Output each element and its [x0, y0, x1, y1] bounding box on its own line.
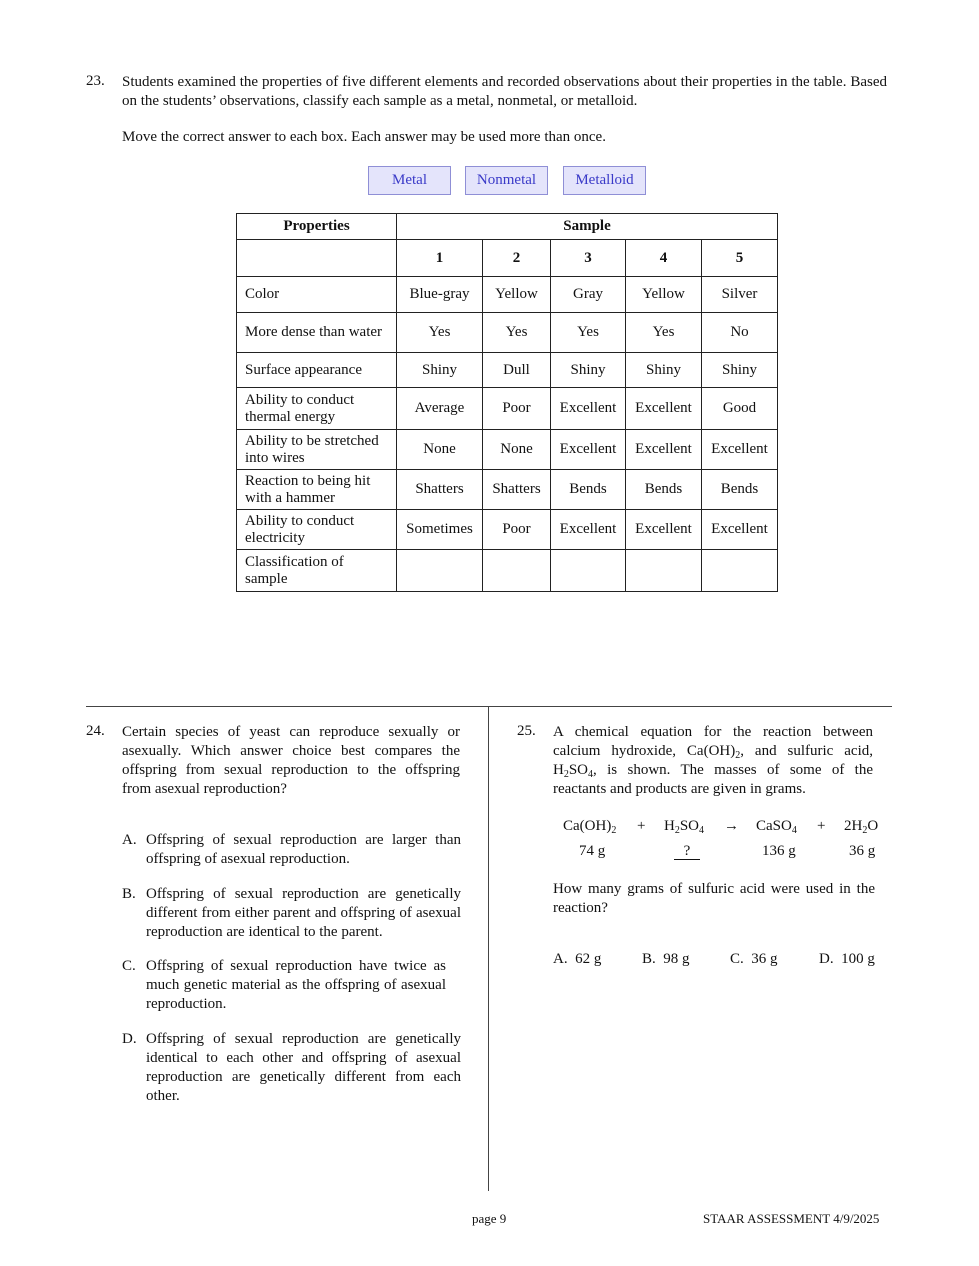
equation-term-caoh2: $Ca(OH)_2$	[563, 818, 617, 836]
classification-drop-box[interactable]	[397, 550, 483, 592]
question-24-number: 24.	[86, 723, 105, 739]
mass-h2o: 36 g	[849, 843, 876, 859]
equation-arrow: →	[724, 818, 739, 834]
classification-drop-box[interactable]	[626, 550, 702, 592]
sample-number: 2	[483, 240, 551, 277]
classification-drop-box[interactable]	[551, 550, 626, 592]
question-23-instruction: Move the correct answer to each box. Each answer may be used more than once.	[122, 129, 606, 145]
table-cell: Excellent	[626, 430, 702, 470]
mass-caso4: 136 g	[762, 843, 796, 859]
property-label: Surface appearance	[237, 353, 397, 388]
question-24-text: Certain species of yeast can reproduce sexually or asexually. Which answer choice best compares the offspring from sexual reproduction to the offspring from asexual reproduction?	[122, 724, 460, 797]
property-label: Classification of sample	[237, 550, 397, 592]
question-25-prompt: How many grams of sulfuric acid were used in the reaction?	[553, 881, 875, 916]
table-cell: Shiny	[551, 353, 626, 388]
property-label: Ability to conduct thermal energy	[237, 388, 397, 430]
option-letter: A.	[122, 832, 137, 848]
question-25-number: 25.	[517, 723, 536, 739]
option-letter: C.	[122, 958, 136, 974]
equation-plus: +	[817, 818, 826, 834]
table-cell: Excellent	[702, 430, 778, 470]
property-label: Reaction to being hit with a hammer	[237, 470, 397, 510]
page-number: page 9	[472, 1211, 507, 1226]
table-cell: Sometimes	[397, 510, 483, 550]
mass-h2so4-unknown: ?	[674, 843, 700, 860]
table-cell: None	[397, 430, 483, 470]
table-cell: Yes	[397, 313, 483, 353]
q25-option-a[interactable]: A. 62 g	[553, 951, 602, 967]
table-cell: Shatters	[483, 470, 551, 510]
table-cell: Shiny	[397, 353, 483, 388]
table-cell: Good	[702, 388, 778, 430]
table-cell: Excellent	[626, 510, 702, 550]
table-row	[237, 510, 778, 550]
classification-drop-box[interactable]	[483, 550, 551, 592]
empty-cell	[237, 240, 397, 277]
table-cell: Blue-gray	[397, 277, 483, 313]
table-cell: Yes	[483, 313, 551, 353]
table-row	[237, 353, 778, 388]
table-cell: Yellow	[483, 277, 551, 313]
sample-number: 4	[626, 240, 702, 277]
equation-term-h2o: $2H_2O$	[844, 818, 879, 836]
properties-table	[236, 213, 778, 592]
table-cell: Shiny	[626, 353, 702, 388]
sample-number: 1	[397, 240, 483, 277]
header-properties: Properties	[237, 214, 397, 240]
table-row	[237, 550, 778, 592]
assessment-label: STAAR ASSESSMENT 4/9/2025	[703, 1211, 880, 1226]
header-sample: Sample	[397, 214, 778, 240]
q25-option-d[interactable]: D. 100 g	[819, 951, 875, 967]
table-row	[237, 313, 778, 353]
table-cell: Bends	[551, 470, 626, 510]
sample-number: 3	[551, 240, 626, 277]
table-cell: Shiny	[702, 353, 778, 388]
table-cell: None	[483, 430, 551, 470]
option-text: Offspring of sexual reproduction are genetically identical to each other and offspring of asexual reproduction are genetically different from each other.	[146, 1031, 461, 1104]
equation-plus: +	[637, 818, 646, 834]
table-row	[237, 470, 778, 510]
table-cell: Bends	[702, 470, 778, 510]
option-letter: D.	[122, 1031, 137, 1047]
question-25-text: A chemical equation for the reaction between calcium hydroxide, $Ca(OH)_2$, and sulfuric acid, $H_2SO_4$, is shown. The masses of some of the reactants and products are given in grams.	[553, 724, 873, 797]
table-cell: Excellent	[551, 510, 626, 550]
option-text: Offspring of sexual reproduction are genetically different from either parent and offspring of asexual reproduction are identical to the parent.	[146, 886, 461, 940]
table-cell: Excellent	[702, 510, 778, 550]
table-row	[237, 430, 778, 470]
table-cell: Yes	[626, 313, 702, 353]
table-cell: Yellow	[626, 277, 702, 313]
table-cell: Bends	[626, 470, 702, 510]
property-label: More dense than water	[237, 313, 397, 353]
equation-term-h2so4: $H_2SO_4$	[664, 818, 705, 836]
mass-caoh2: 74 g	[579, 843, 606, 859]
table-row	[237, 277, 778, 313]
equation-term-caso4: CaSO$_4$	[756, 818, 797, 836]
table-cell: Silver	[702, 277, 778, 313]
q25-option-b[interactable]: B. 98 g	[642, 951, 690, 967]
classification-drop-box[interactable]	[702, 550, 778, 592]
table-cell: Average	[397, 388, 483, 430]
section-divider-horizontal	[86, 706, 892, 707]
table-cell: Shatters	[397, 470, 483, 510]
option-letter: B.	[122, 886, 136, 902]
answer-metalloid-button[interactable]: Metalloid	[563, 166, 646, 195]
table-cell: Poor	[483, 510, 551, 550]
section-divider-vertical	[488, 707, 489, 1191]
question-23-number: 23.	[86, 73, 105, 89]
question-23-text: Students examined the properties of five different elements and recorded observations about their properties in the table. Based on the students’ observations, classify each sample as a metal, nonmetal, or metalloid.	[122, 74, 887, 109]
property-label: Color	[237, 277, 397, 313]
property-label: Ability to be stretched into wires	[237, 430, 397, 470]
table-cell: Excellent	[626, 388, 702, 430]
table-cell: Poor	[483, 388, 551, 430]
option-text: Offspring of sexual reproduction have twice as much genetic material as the offspring of asexual reproduction.	[146, 958, 446, 1012]
option-text: Offspring of sexual reproduction are larger than offspring of asexual reproduction.	[146, 832, 461, 867]
table-cell: Excellent	[551, 430, 626, 470]
answer-nonmetal-button[interactable]: Nonmetal	[465, 166, 548, 195]
table-row	[237, 388, 778, 430]
table-cell: No	[702, 313, 778, 353]
table-cell: Yes	[551, 313, 626, 353]
sample-number: 5	[702, 240, 778, 277]
table-cell: Gray	[551, 277, 626, 313]
answer-metal-button[interactable]: Metal	[368, 166, 451, 195]
table-cell: Dull	[483, 353, 551, 388]
q25-option-c[interactable]: C. 36 g	[730, 951, 778, 967]
table-cell: Excellent	[551, 388, 626, 430]
property-label: Ability to conduct electricity	[237, 510, 397, 550]
